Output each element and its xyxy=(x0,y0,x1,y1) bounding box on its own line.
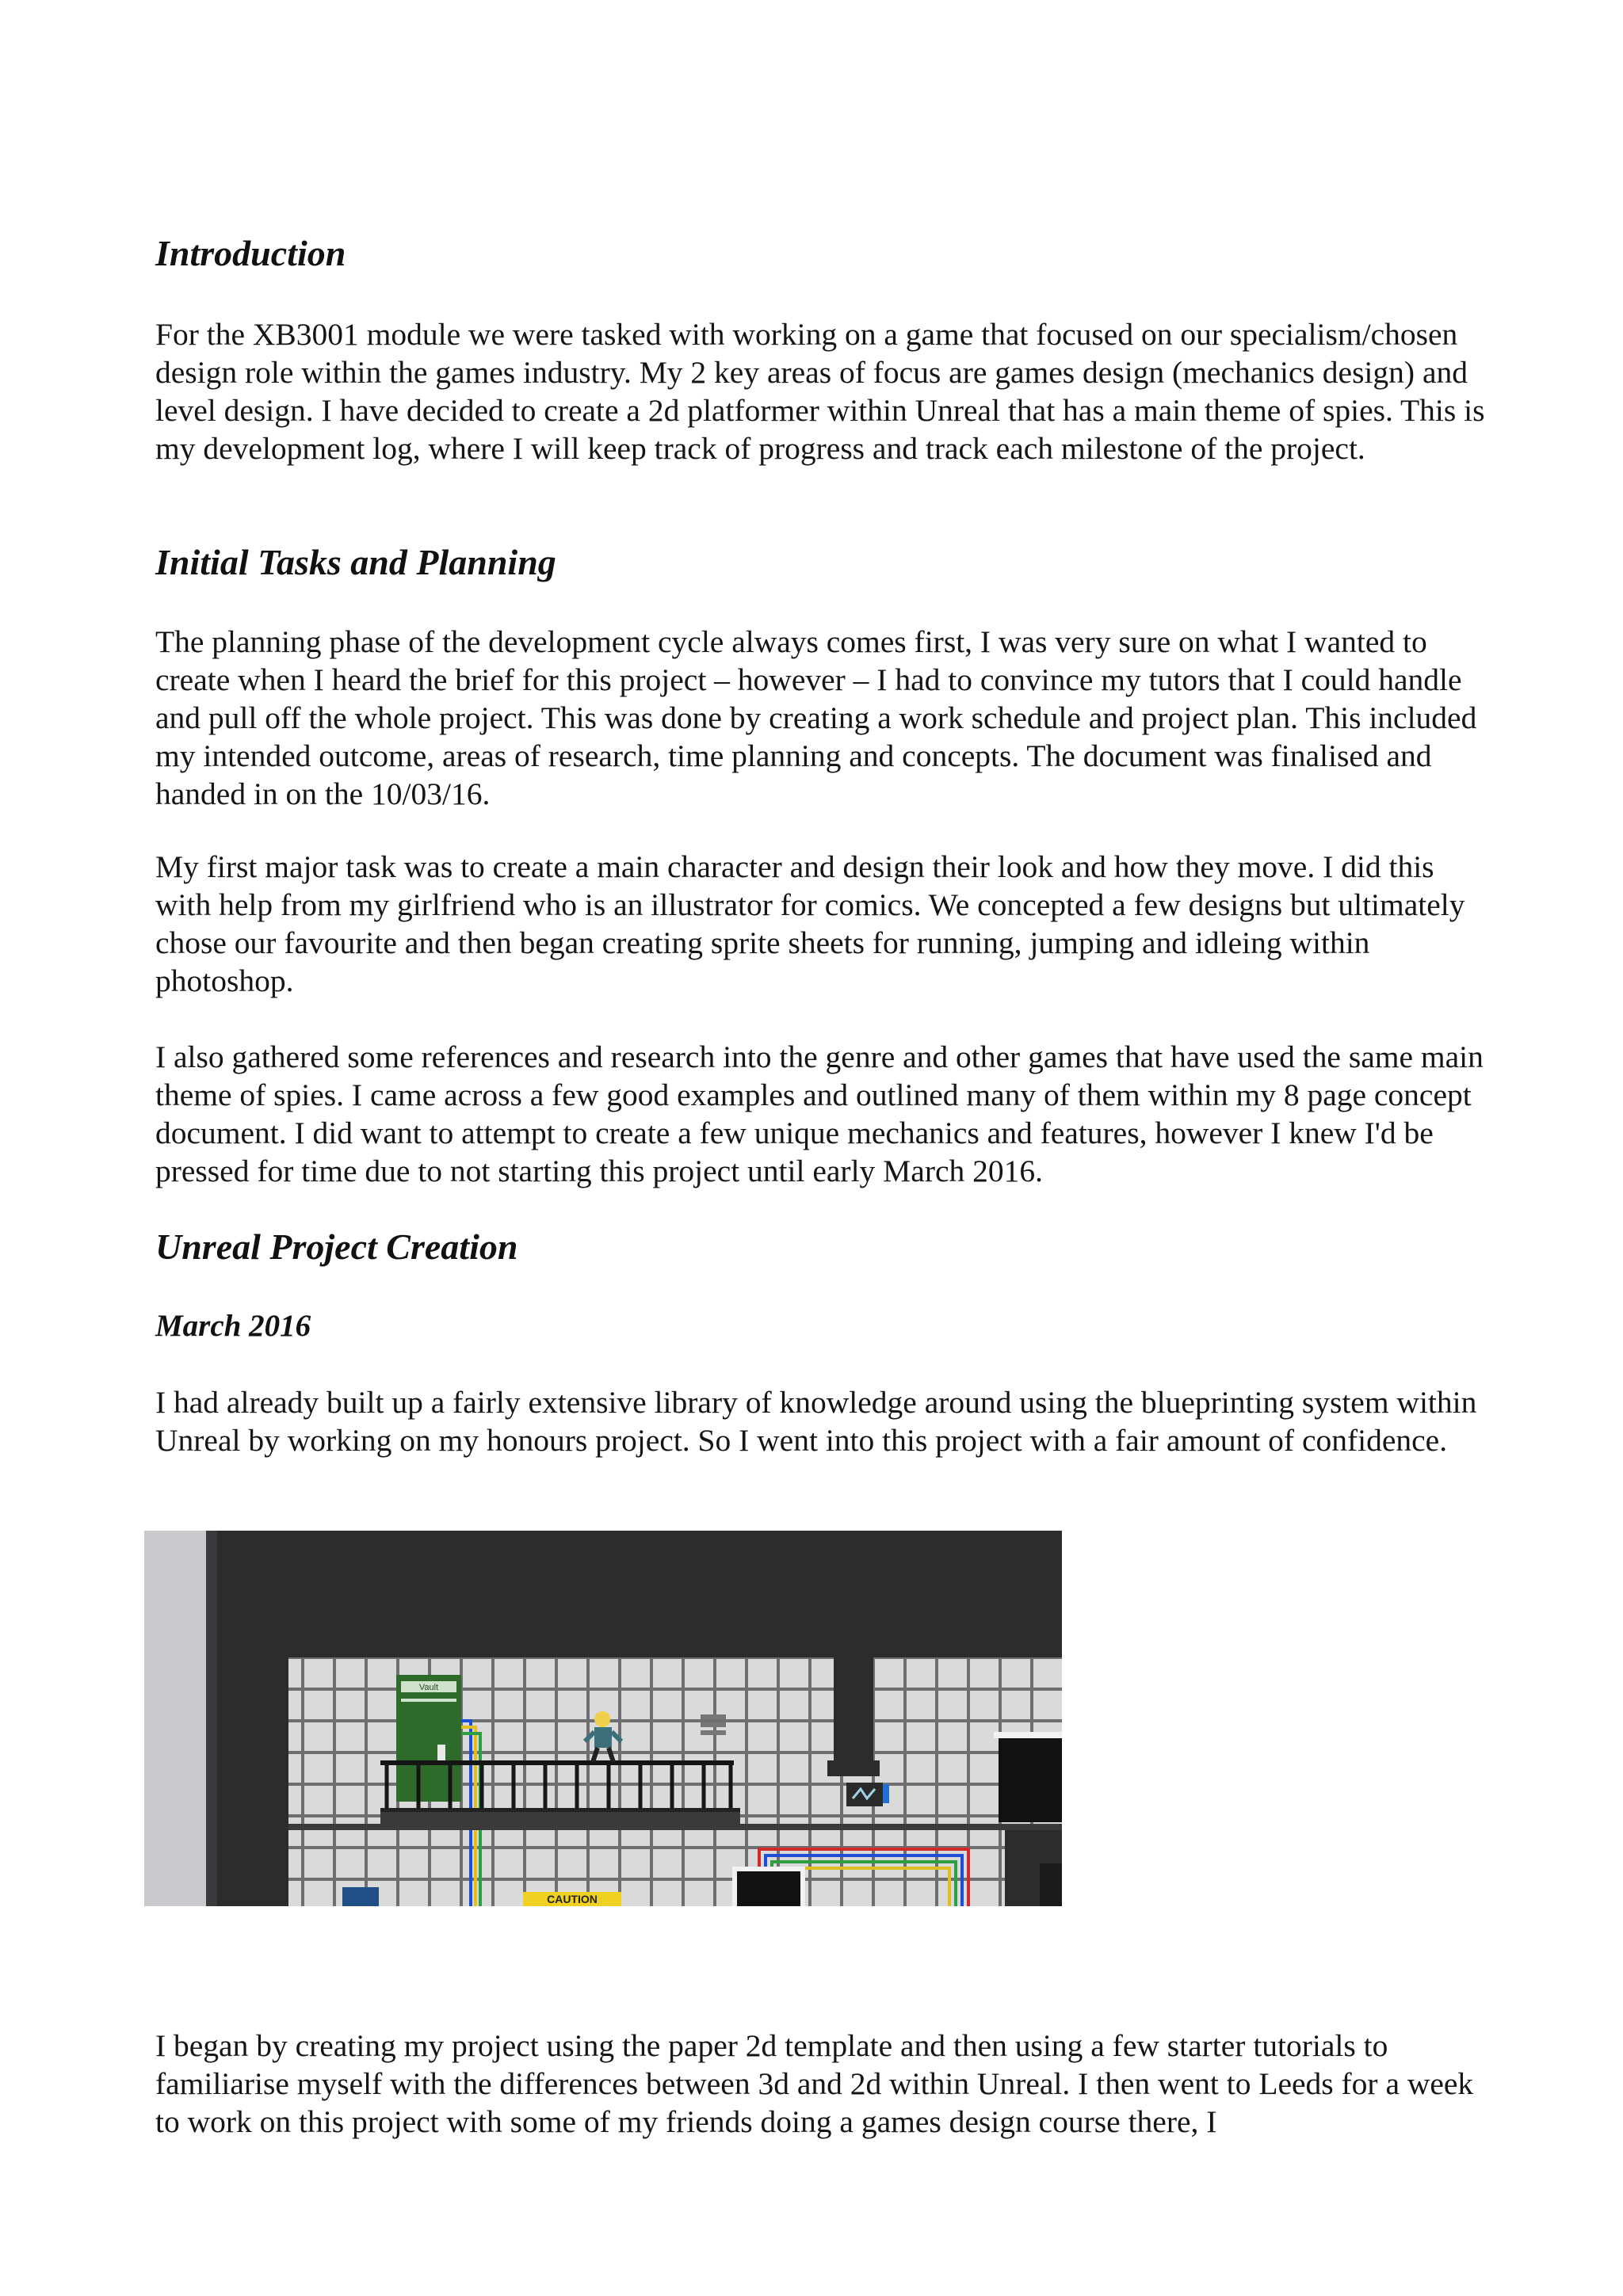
planning-paragraph: The planning phase of the development cycle always comes first, I was very sure on what I wanted to create when I heard the brief for this project – however – I had to convince my tutors that I could handle and pull off the whole project. This was done by creating a work schedule and project plan. This included my intended outcome, areas of research, time planning and concepts. The document was finalised and handed in on the 10/03/16. xyxy=(155,624,1477,811)
research-paragraph: I also gathered some references and research into the genre and other games that have used the same main theme of spies. I came across a few good examples and outlined many of them within my 8 page concept document. I did want to attempt to create a few unique mechanics and features, however I knew I'd be pressed for time due to not starting this project until early March 2016. xyxy=(155,1039,1484,1188)
game-level-image xyxy=(144,1531,1062,1906)
blueprint-paragraph: I had already built up a fairly extensive library of knowledge around using the blueprinting system within Unreal by working on my honours project. So I went into this project with a fair amount of confidence. xyxy=(155,1385,1477,1458)
initial-tasks-body-2 xyxy=(155,848,1487,1000)
unreal-project-heading: Unreal Project Creation xyxy=(155,1226,518,1267)
locker-label: Vault xyxy=(418,1683,439,1692)
initial-tasks-body-3 xyxy=(155,1038,1487,1190)
initial-tasks-body-1 xyxy=(155,623,1487,813)
template-paragraph: I began by creating my project using the paper 2d template and then using a few starter tutorials to familiarise myself with the differences between 3d and 2d within Unreal. I then went to Leeds for a week to work on this project with some of my friends doing a games design course there, I xyxy=(155,2028,1474,2139)
game-screenshot xyxy=(144,1531,1062,1906)
character-paragraph: My first major task was to create a main character and design their look and how they move. I did this with help from my girlfriend who is an illustrator for comics. We concepted a few designs but ultimately chose our favourite and then began creating sprite sheets for running, jumping and idleing within photoshop. xyxy=(155,849,1465,998)
introduction-paragraph: For the XB3001 module we were tasked with working on a game that focused on our specialism/chosen design role within the games industry. My 2 key areas of focus are games design (mechanics design) and level design. I have decided to create a 2d platformer within Unreal that has a main theme of spies. This is my development log, where I will keep track of progress and track each milestone of the project. xyxy=(155,317,1485,466)
march-subsection xyxy=(155,1307,1487,1345)
introduction-body xyxy=(155,315,1487,467)
unreal-body-1 xyxy=(155,1383,1487,1459)
unreal-body-2 xyxy=(155,2027,1487,2141)
introduction-heading: Introduction xyxy=(155,233,346,273)
caution-sign: CAUTION xyxy=(547,1893,598,1905)
march-2016-subheading: March 2016 xyxy=(155,1309,311,1343)
initial-tasks-heading: Initial Tasks and Planning xyxy=(155,542,556,582)
introduction-section xyxy=(155,231,1487,276)
unreal-project-section xyxy=(155,1225,1487,1269)
initial-tasks-section xyxy=(155,540,1487,585)
